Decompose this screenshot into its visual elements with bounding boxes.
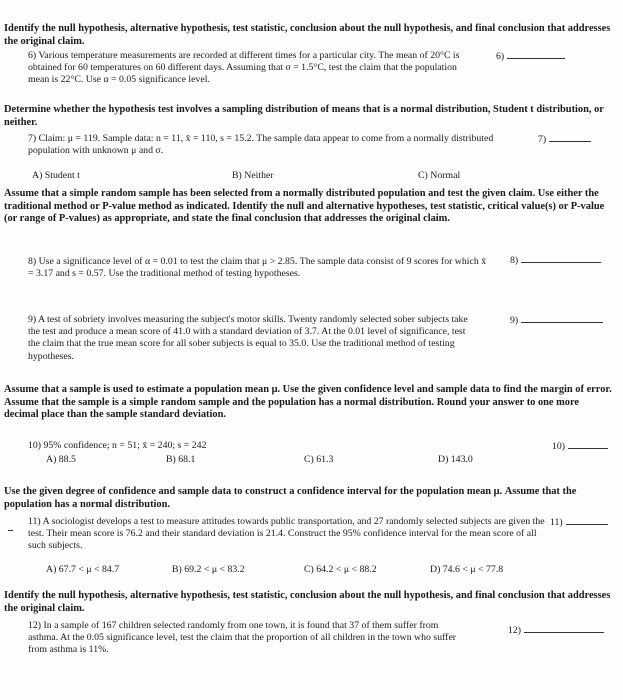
- question-6: 6) Various temperature measurements are recorded at different times for a particular city. The mean of 20°C is obtained for 60 temperatures on 60 different days. Assuming that σ = 1.5°C, test the claim that the population mean is 22°C. Use α = 0.05 significance level.: [28, 50, 460, 86]
- question-7: 7) Claim: μ = 119. Sample data: n = 11, x̄ = 110, s = 15.2. The sample data appear to come from a normally distributed population with unknown μ and σ.: [28, 133, 494, 157]
- option-7a[interactable]: A) Student t: [32, 170, 80, 181]
- question-11: 11) A sociologist develops a test to measure attitudes towards public transportation, and 27 randomly selected subjects are given the test. Their mean score is 76.2 and their standard deviation is 21.4. Construct the 95% confidence interval for the mean score of all such subjects.: [28, 516, 545, 552]
- section-instructions-6: Identify the null hypothesis, alternative hypothesis, test statistic, conclusion about the null hypothesis, and final conclusion that addresses the original claim.: [4, 590, 611, 614]
- question-10: 10) 95% confidence; n = 51; x̄ = 240; s = 242: [28, 440, 207, 451]
- question-11-options: [46, 564, 586, 576]
- answer-blank-9-label: 9): [510, 315, 519, 326]
- question-9: 9) A test of sobriety involves measuring the subject's motor skills. Twenty randomly selected sober subjects take the test and produce a mean score of 41.0 with a standard deviation of 3.7. At the 0.01 level of significance, test the claim that the true mean score for all sober subjects is equal to 35.0. Use the traditional method of testing hypotheses.: [28, 314, 468, 362]
- answer-blank-6-label: 6): [496, 51, 505, 62]
- margin-dash: [8, 530, 13, 531]
- answer-line: [549, 133, 591, 142]
- section-instructions-4: Assume that a sample is used to estimate a population mean μ. Use the given confidence level and sample data to find the margin of error. Assume that the sample is a simple random sample and the population has a normal distribution. Round your answer to one more decimal place than the sample standard deviation.: [4, 384, 612, 421]
- answer-blank-11-label: 11): [550, 517, 563, 528]
- answer-line: [568, 440, 608, 449]
- question-12: 12) In a sample of 167 children selected randomly from one town, it is found that 37 of them suffer from asthma. At the 0.05 significance level, test the claim that the proportion of all children in the town who suffer from asthma is 11%.: [28, 620, 457, 656]
- answer-blank-8-label: 8): [510, 255, 519, 266]
- question-8: 8) Use a significance level of α = 0.01 to test the claim that μ > 2.85. The sample data consist of 9 scores for which x̄ = 3.17 and s = 0.57. Use the traditional method of testing hypotheses.: [28, 256, 487, 280]
- section-instructions-1: Identify the null hypothesis, alternative hypothesis, test statistic, conclusion about the null hypothesis, and final conclusion that addresses the original claim.: [4, 23, 611, 47]
- answer-line: [521, 254, 601, 263]
- option-10b[interactable]: B) 68.1: [166, 454, 196, 465]
- answer-blank-8[interactable]: [510, 254, 601, 267]
- option-7c[interactable]: C) Normal: [418, 170, 461, 181]
- option-10a[interactable]: A) 88.5: [46, 454, 76, 465]
- answer-blank-12[interactable]: [508, 624, 604, 637]
- section-instructions-3: Assume that a simple random sample has been selected from a normally distributed population and test the given claim. Use either the traditional method or P-value method as indicated. Identify the null and alternative hypotheses, test statistic, critical value(s) or P-value (or range of P-values) as appropriate, and state the final conclusion that addresses the original claim.: [4, 188, 605, 225]
- question-10-options: [46, 454, 546, 466]
- section-instructions-2: Determine whether the hypothesis test involves a sampling distribution of means that is a normal distribution, Student t distribution, or neither.: [4, 104, 604, 128]
- option-11a[interactable]: A) 67.7 < μ < 84.7: [46, 564, 120, 575]
- answer-blank-10[interactable]: [552, 440, 608, 453]
- option-7b[interactable]: B) Neither: [232, 170, 274, 181]
- option-11c[interactable]: C) 64.2 < μ < 88.2: [304, 564, 377, 575]
- answer-line: [521, 314, 603, 323]
- answer-line: [507, 50, 565, 59]
- answer-blank-9[interactable]: [510, 314, 603, 327]
- answer-blank-7-label: 7): [538, 134, 547, 145]
- question-7-options: [32, 170, 482, 182]
- answer-line: [524, 624, 604, 633]
- option-11b[interactable]: B) 69.2 < μ < 83.2: [172, 564, 245, 575]
- section-instructions-5: Use the given degree of confidence and sample data to construct a confidence interval for the population mean μ. Assume that the population has a normal distribution.: [4, 486, 577, 510]
- answer-line: [566, 516, 608, 525]
- answer-blank-6[interactable]: [496, 50, 565, 63]
- option-10c[interactable]: C) 61.3: [304, 454, 334, 465]
- answer-blank-12-label: 12): [508, 625, 522, 636]
- answer-blank-10-label: 10): [552, 441, 566, 452]
- option-11d[interactable]: D) 74.6 < μ < 77.8: [430, 564, 504, 575]
- answer-blank-7[interactable]: [538, 133, 591, 146]
- option-10d[interactable]: D) 143.0: [438, 454, 473, 465]
- answer-blank-11[interactable]: [550, 516, 608, 529]
